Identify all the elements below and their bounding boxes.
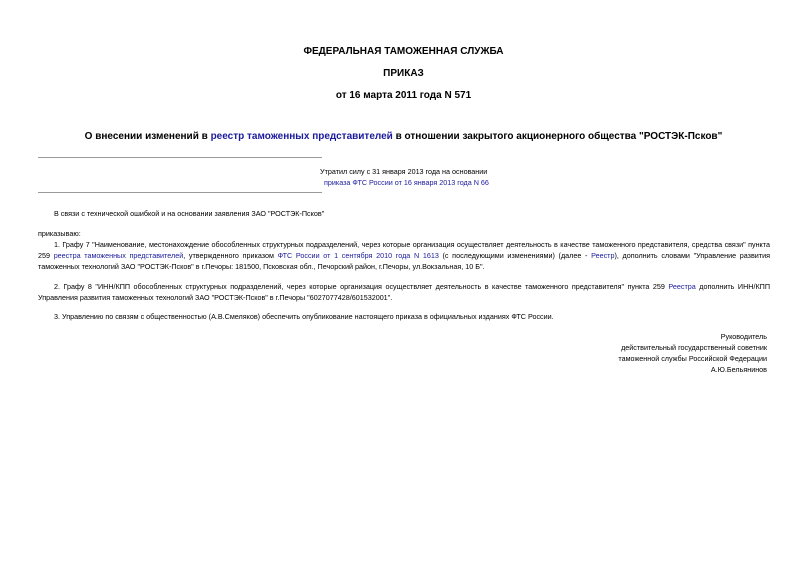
doc-date-number: от 16 марта 2011 года N 571 [335, 90, 472, 101]
p1-link-registry[interactable]: реестра таможенных представителей [53, 251, 184, 260]
signature-service: таможенной службы Российской Федерации [618, 354, 767, 363]
title-part2: в отношении закрытого акционерного общества "РОСТЭК-Псков" [392, 131, 723, 142]
signature-rank: действительный государственный советник [621, 343, 767, 352]
divider-top [38, 157, 322, 158]
org-name: ФЕДЕРАЛЬНАЯ ТАМОЖЕННАЯ СЛУЖБА [303, 46, 504, 57]
divider-bottom [38, 192, 322, 193]
signature-title: Руководитель [720, 332, 767, 341]
repeal-note [320, 166, 560, 188]
doc-type: ПРИКАЗ [383, 68, 424, 79]
signature-block [618, 331, 767, 375]
paragraph-3: 3. Управлению по связям с общественностью (А.В.Смеляков) обеспечить опубликование настоящего приказа в официальных изданиях ФТС России. [54, 312, 554, 321]
intro-paragraph: В связи с технической ошибкой и на основании заявления ЗАО "РОСТЭК-Псков" [54, 209, 325, 218]
p1-text-d: ), дополнить словами "Управление развития таможенных технологий ЗАО "РОСТЭК-Псков" в г.Печоры: 181500, Псковская обл., Печорский район, г.Печоры, ул.Вокзальная, 10 Б". [38, 251, 771, 271]
p2-text-a: 2. Графу 8 "ИНН/КПП обособленных структурных подразделений, через которые организация осуществляет деятельность в качестве таможенного представителя" пункта 259 [54, 282, 669, 291]
p2-text-b: дополнить ИНН/КПП Управления развития таможенных технологий ЗАО "РОСТЭК-Псков" в г.Печоры "6027077428/601532001". [38, 282, 770, 302]
title-link-registry[interactable]: реестр таможенных представителей [210, 131, 393, 142]
title-part1: О внесении изменений в [84, 131, 211, 142]
doc-title [0, 131, 807, 142]
p1-link-order[interactable]: ФТС России от 1 сентября 2010 года N 1613 [277, 251, 439, 260]
repeal-link[interactable]: приказа ФТС России от 16 января 2013 года N 66 [324, 178, 489, 187]
paragraph-2 [38, 281, 770, 303]
signature-name: А.Ю.Бельянинов [710, 365, 767, 374]
p2-link-reestr[interactable]: Реестра [668, 282, 696, 291]
paragraph-1 [38, 239, 770, 272]
p1-link-reestr[interactable]: Реестр [591, 251, 615, 260]
p1-text-a: 1. Графу 7 "Наименование, местонахождение обособленных структурных подразделений, через которые организация осуществляет деятельность в качестве таможенного представителя, средства связи" пункта 259 [38, 240, 770, 260]
repeal-line: Утратил силу с 31 января 2013 года на основании [320, 167, 488, 176]
p1-text-b: , утвержденного приказом [183, 251, 278, 260]
order-word: приказываю: [38, 229, 81, 238]
p1-text-c: (с последующими изменениями) (далее - [438, 251, 592, 260]
